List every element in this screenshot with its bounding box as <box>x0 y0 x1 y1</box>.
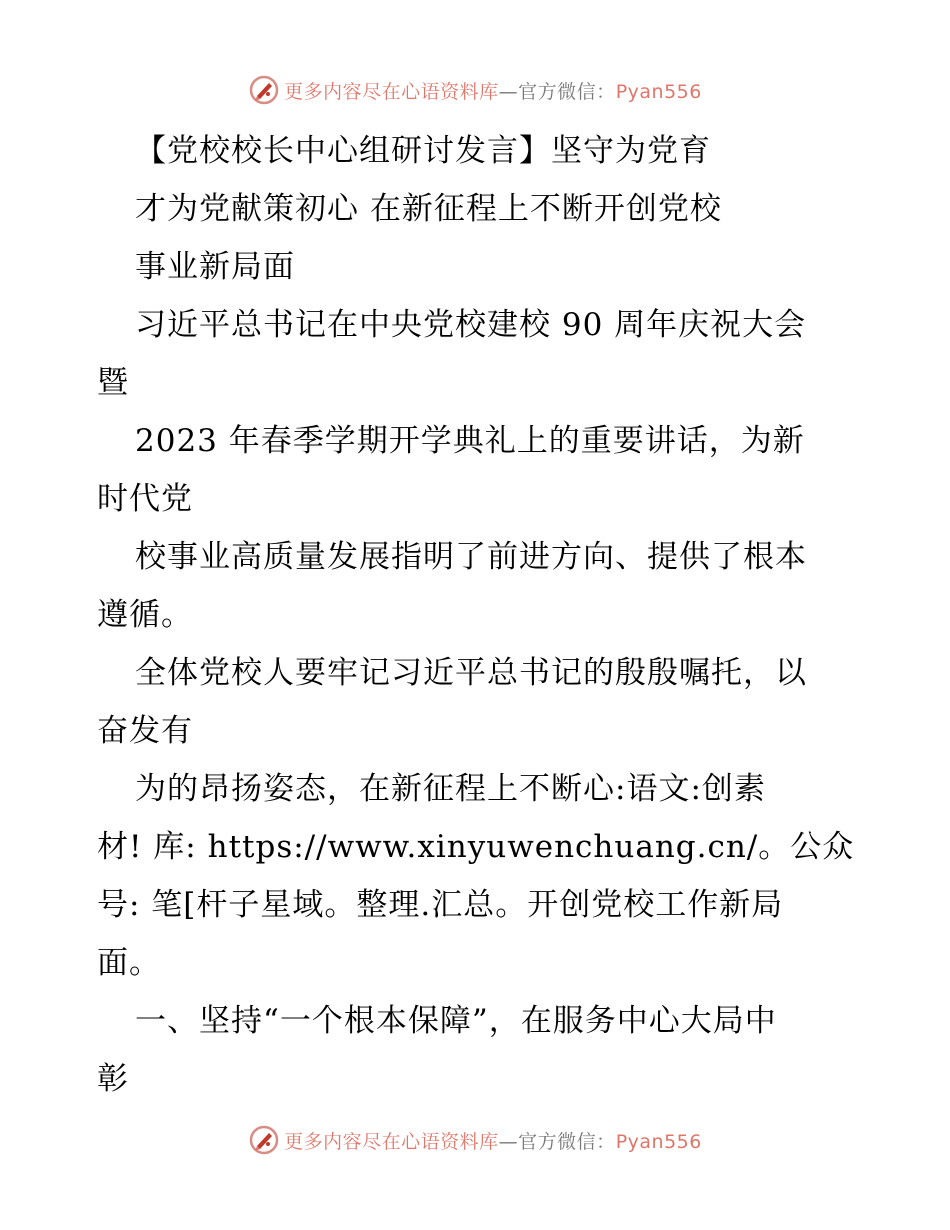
banner-label: 官方微信： <box>518 1130 616 1153</box>
banner-wechat-id: Pyan556 <box>615 80 702 103</box>
pen-logo-icon <box>248 74 280 106</box>
paragraph-line: 暨 <box>97 365 129 401</box>
paragraph-line: 为的昂扬姿态，在新征程上不断心:语文:创素 <box>135 771 766 807</box>
paragraph-line: 面。 <box>97 945 161 981</box>
paragraph-line: 号: 笔[杆子星域。整理.汇总。开创党校工作新局 <box>97 887 784 923</box>
paragraph-line: 时代党 <box>97 481 193 517</box>
title-line-1: 【党校校长中心组研讨发言】坚守为党育 <box>135 133 711 169</box>
document-body <box>97 122 857 1108</box>
banner-dash: — <box>498 80 519 103</box>
banner-site: 更多内容尽在心语资料库 <box>284 80 499 103</box>
banner-label: 官方微信： <box>518 80 616 103</box>
banner-text <box>284 77 702 104</box>
section-heading-line: 彰 <box>97 1061 129 1097</box>
banner-wechat-id: Pyan556 <box>615 1130 702 1153</box>
paragraph-line: 全体党校人要牢记习近平总书记的殷殷嘱托，以 <box>135 655 807 691</box>
paragraph-line: 奋发有 <box>97 713 193 749</box>
paragraph-line: 2023 年春季学期开学典礼上的重要讲话，为新 <box>135 423 805 459</box>
header-banner <box>0 70 950 110</box>
paragraph-line: 习近平总书记在中央党校建校 90 周年庆祝大会 <box>135 307 807 343</box>
banner-text <box>284 1127 702 1154</box>
section-heading-line: 一、坚持“一个根本保障”，在服务中心大局中 <box>135 1003 777 1039</box>
paragraph-line: 遵循。 <box>97 597 193 633</box>
footer-banner <box>0 1120 950 1160</box>
title-line-2: 才为党献策初心 在新征程上不断开创党校 <box>135 191 722 227</box>
pen-logo-icon <box>248 1124 280 1156</box>
banner-site: 更多内容尽在心语资料库 <box>284 1130 499 1153</box>
banner-dash: — <box>498 1130 519 1153</box>
paragraph-line: 材! 库: https://www.xinyuwenchuang.cn/。公众 <box>97 829 855 865</box>
title-line-3: 事业新局面 <box>135 249 295 285</box>
paragraph-line: 校事业高质量发展指明了前进方向、提供了根本 <box>135 539 807 575</box>
